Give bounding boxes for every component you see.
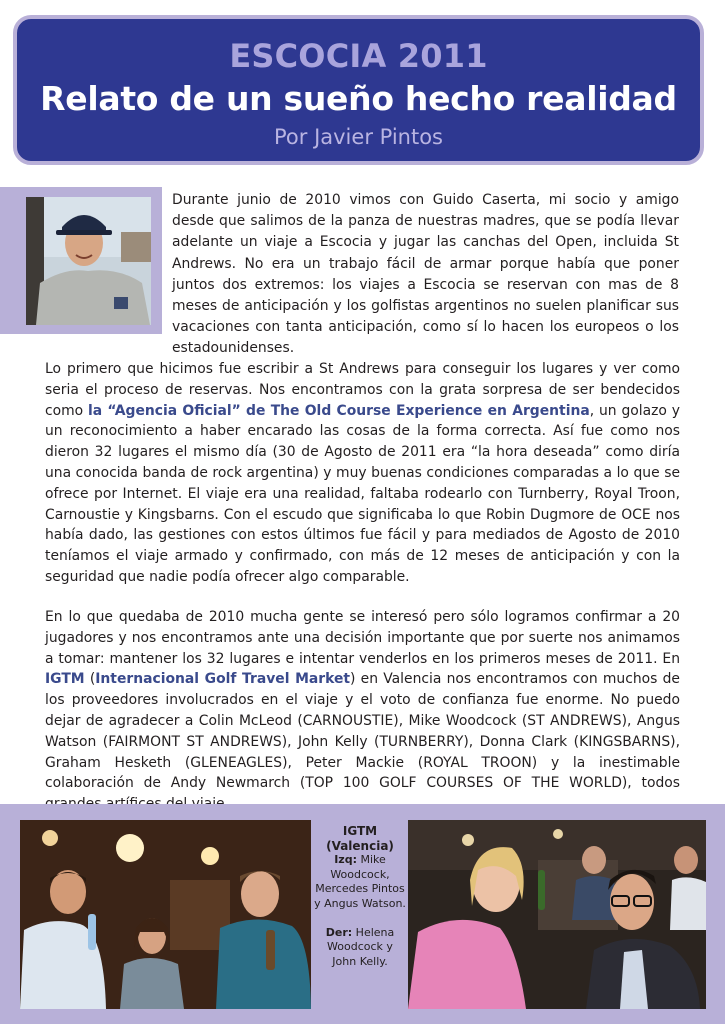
paragraph-text: En lo que quedaba de 2010 mucha gente se interesó pero sólo logramos confirmar a 20 jugadores y nos encontramos ante una decisión importante que por suerte nos animamos a tomar: mantener los 32 lugares e intentar venderlos en los primeros meses de 2011. En: [45, 609, 680, 667]
intro-paragraph: Durante junio de 2010 vimos con Guido Caserta, mi socio y amigo desde que salimos de la panza de nuestras madres, que se podía llevar adelante un viaje a Escocia y jugar las canchas del Open, incluida St Andrews. No era un trabajo fácil de armar porque había que poner juntos dos extremos: los viajes a Escocia se reservan con mas de 8 meses de anticipación y los golfistas argentinos no suelen planificar sus vacaciones con tanta anticipación, como sí lo hacen los europeos o los estadounidenses.: [172, 192, 679, 357]
photo-igtm-left: [20, 820, 311, 1009]
header-banner: [13, 15, 704, 165]
caption-left: [314, 853, 406, 911]
caption-left-label: Izq:: [334, 853, 357, 867]
paragraph-text: , un golazo y un reconocimiento a haber encarado las cosas de la forma correcta. Así fue como nos dieron 32 lugares el mismo día (30 de Agosto de 2011 era “la hora deseada” como diría una conocida banda de rock argentina) y muy buenas condiciones comparadas a lo que se ofrece por Internet. El viaje era una realidad, faltaba rodearlo con Turnberry, Royal Troon, Carnoustie y Kingsbarns. Con el escudo que significaba lo que Robin Dugmore de OCE nos había dado, las gestiones con estos últimos fue fácil y para mediados de Agosto de 2010 teníamos el viaje armado y confirmado, con más de 12 meses de anticipación y con la seguridad que nadie podía ofrecer algo comparable.: [45, 402, 681, 585]
caption-right-label: Der:: [325, 925, 353, 939]
page-subtitle: Relato de un sueño hecho realidad: [40, 79, 677, 118]
caption-right: [314, 926, 406, 970]
highlight-igtm: IGTM: [45, 671, 85, 688]
body-paragraph-1: [45, 359, 680, 588]
body-paragraph-2: [45, 607, 680, 815]
author-portrait-photo: [26, 197, 151, 325]
paragraph-text: Lo primero que hicimos fue escribir a St Andrews para conseguir los lugares y ver como seria el proceso de reservas. Nos encontramos con la grata sorpresa de ser bendecidos como: [45, 361, 680, 419]
caption-title: IGTM (Valencia): [326, 824, 394, 853]
paragraph-text: ) en Valencia nos encontramos con muchos de los proveedores involucrados en el viaje y el voto de confianza fue enorme. No puedo dejar de agradecer a Colin McLeod (CARNOUSTIE), Mike Woodcock (ST ANDREWS), Angus Watson (FAIRMONT ST ANDREWS), John Kelly (TURNBERRY), Donna Clark (KINGSBARNS), Graham Hesketh (GLENEAGLES), Peter Mackie (ROYAL TROON) y la inestimable colaboración de Andy Newmarch (TOP 100 GOLF COURSES OF THE WORLD), todos: [45, 671, 680, 792]
photo-igtm-right: [408, 820, 706, 1009]
highlight-igtm-full-name: Internacional Golf Travel Market: [95, 671, 351, 688]
caption-left-text: Mike Woodcock, Mercedes Pintos y Angus Watson.: [314, 853, 406, 910]
author-byline: Por Javier Pintos: [274, 125, 443, 149]
caption-right-text: Helena Woodcock y John Kelly.: [327, 925, 395, 968]
highlight-official-agency: la “Agencia Oficial” de The Old Course Experience en Argentina: [88, 402, 590, 419]
paragraph-text: (: [84, 671, 96, 688]
photo-caption: [314, 824, 406, 969]
page-title: ESCOCIA 2011: [229, 37, 488, 75]
